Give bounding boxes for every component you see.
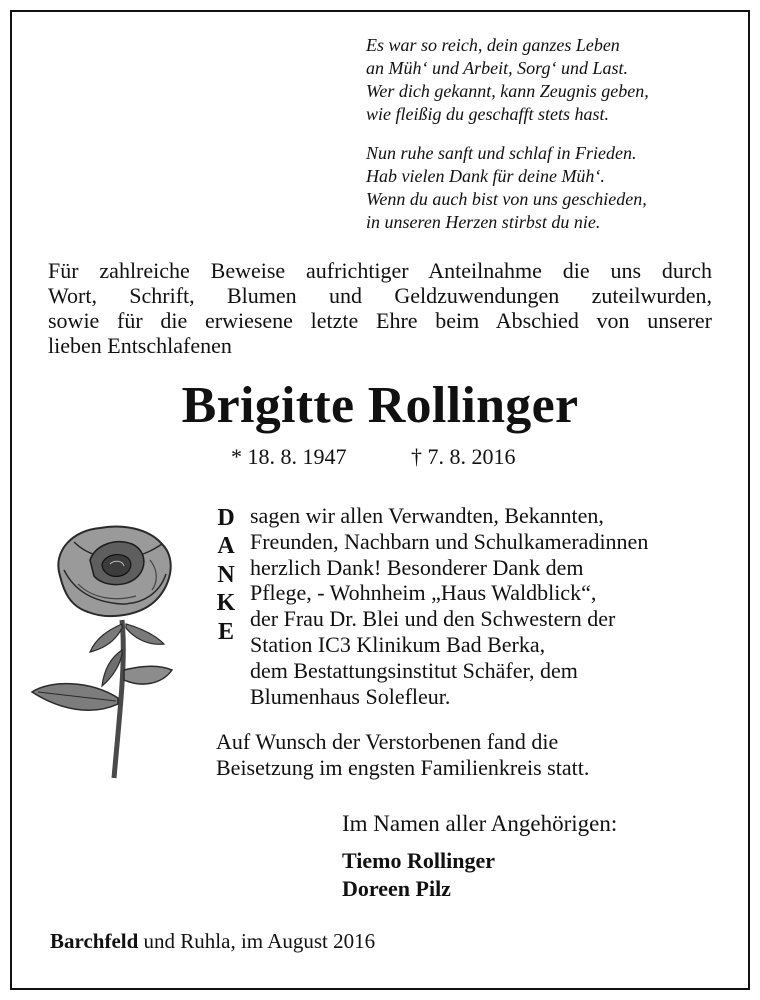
signatory-name: Doreen Pilz bbox=[342, 876, 451, 901]
life-dates bbox=[231, 443, 516, 471]
deceased-name: Brigitte Rollinger bbox=[181, 377, 579, 434]
danke-letters bbox=[206, 504, 246, 646]
funeral-note bbox=[216, 729, 589, 780]
thanks-line: herzlich Dank! Besonderer Dank dem bbox=[250, 554, 584, 580]
footer-place: Barchfeld bbox=[50, 929, 139, 953]
place-and-date bbox=[50, 928, 375, 954]
signatories-heading: Im Namen aller Angehörigen: bbox=[342, 811, 618, 836]
intro-paragraph bbox=[48, 258, 712, 358]
thanks-line: sagen wir allen Verwandten, Bekannten, bbox=[250, 503, 604, 528]
funeral-note-line: Beisetzung im engsten Familienkreis statt. bbox=[216, 754, 590, 780]
footer-rest: und Ruhla, im August 2016 bbox=[138, 929, 376, 953]
intro-line: Wort, Schrift, Blumen und Geldzuwendungen zuteilwurden, bbox=[48, 283, 712, 308]
rose-icon bbox=[30, 520, 200, 782]
poem-line: Hab vielen Dank für deine Müh‘. bbox=[366, 166, 605, 186]
birth-date: * 18. 8. 1947 bbox=[231, 444, 347, 469]
poem-line: Nun ruhe sanft und schlaf in Frieden. bbox=[366, 143, 637, 163]
thanks-line: Station IC3 Klinikum Bad Berka, bbox=[250, 631, 546, 657]
thanks-line: dem Bestattungsinstitut Schäfer, dem bbox=[250, 657, 578, 683]
poem-line: Es war so reich, dein ganzes Leben bbox=[366, 35, 620, 55]
danke-letter: A bbox=[217, 533, 235, 560]
death-date: † 7. 8. 2016 bbox=[411, 444, 516, 469]
poem-line: wie fleißig du geschafft stets hast. bbox=[366, 104, 609, 124]
thanks-line: Freunden, Nachbarn und Schulkameradinnen bbox=[250, 528, 649, 554]
poem-line: Wer dich gekannt, kann Zeugnis geben, bbox=[366, 81, 649, 101]
danke-letter: N bbox=[217, 561, 235, 588]
intro-line: lieben Entschlafenen bbox=[48, 333, 232, 358]
signatory-name: Tiemo Rollinger bbox=[342, 848, 495, 873]
thanks-line: Blumenhaus Solefleur. bbox=[250, 683, 451, 709]
poem bbox=[366, 34, 746, 234]
intro-line: Für zahlreiche Beweise aufrichtiger Anteilnahme die uns durch bbox=[48, 258, 712, 283]
thanks-line: der Frau Dr. Blei und den Schwestern der bbox=[250, 606, 616, 632]
signatories bbox=[342, 810, 617, 903]
intro-line: sowie für die erwiesene letzte Ehre beim Abschied von unserer bbox=[48, 308, 712, 333]
poem-stanza bbox=[366, 34, 746, 126]
danke-letter: K bbox=[216, 590, 236, 617]
thanks-line: Pflege, - Wohnheim „Haus Waldblick“, bbox=[250, 580, 597, 606]
danke-letter: D bbox=[217, 505, 235, 531]
funeral-note-line: Auf Wunsch der Verstorbenen fand die bbox=[216, 729, 559, 754]
poem-line: Wenn du auch bist von uns geschieden, bbox=[366, 189, 647, 209]
thanks-paragraph bbox=[250, 503, 710, 709]
poem-line: in unseren Herzen stirbst du nie. bbox=[366, 212, 601, 232]
poem-stanza bbox=[366, 142, 746, 234]
poem-line: an Müh‘ und Arbeit, Sorg‘ und Last. bbox=[366, 58, 629, 78]
danke-letter: E bbox=[217, 618, 234, 645]
